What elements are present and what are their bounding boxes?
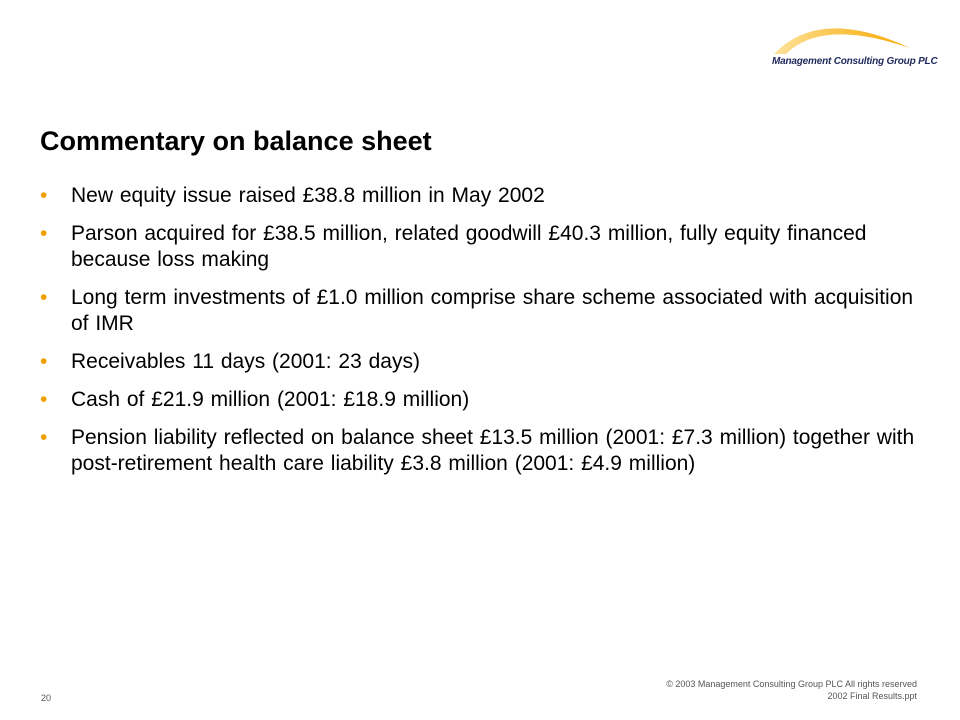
list-item xyxy=(40,387,920,413)
bullet-icon: • xyxy=(40,350,48,373)
copyright-text: © 2003 Management Consulting Group PLC All rights reserved xyxy=(666,679,917,689)
bullet-text: Pension liability reflected on balance sheet £13.5 million (2001: £7.3 million) together with post-retirement health care liability £3.8 million (2001: £4.9 million) xyxy=(71,426,915,475)
file-name: 2002 Final Results.ppt xyxy=(827,691,917,701)
logo-text: Management Consulting Group PLC xyxy=(772,56,938,67)
logo-arc-icon xyxy=(760,14,930,59)
bullet-list xyxy=(40,183,920,489)
page-number: 20 xyxy=(41,693,52,703)
list-item xyxy=(40,221,920,273)
bullet-text: New equity issue raised £38.8 million in May 2002 xyxy=(71,184,545,207)
list-item xyxy=(40,285,920,337)
bullet-icon: • xyxy=(40,286,48,309)
list-item xyxy=(40,183,920,209)
page-title: Commentary on balance sheet xyxy=(40,126,432,156)
bullet-icon: • xyxy=(40,222,48,245)
bullet-icon: • xyxy=(40,426,48,449)
bullet-text: Receivables 11 days (2001: 23 days) xyxy=(71,350,420,373)
bullet-text: Parson acquired for £38.5 million, related goodwill £40.3 million, fully equity financed because loss making xyxy=(71,222,867,271)
bullet-icon: • xyxy=(40,388,48,411)
list-item xyxy=(40,425,920,477)
bullet-text: Long term investments of £1.0 million comprise share scheme associated with acquisition of IMR xyxy=(71,286,914,335)
list-item xyxy=(40,349,920,375)
bullet-text: Cash of £21.9 million (2001: £18.9 million) xyxy=(71,388,470,411)
footer-info xyxy=(666,678,917,702)
company-logo xyxy=(760,14,938,74)
bullet-icon: • xyxy=(40,184,48,207)
